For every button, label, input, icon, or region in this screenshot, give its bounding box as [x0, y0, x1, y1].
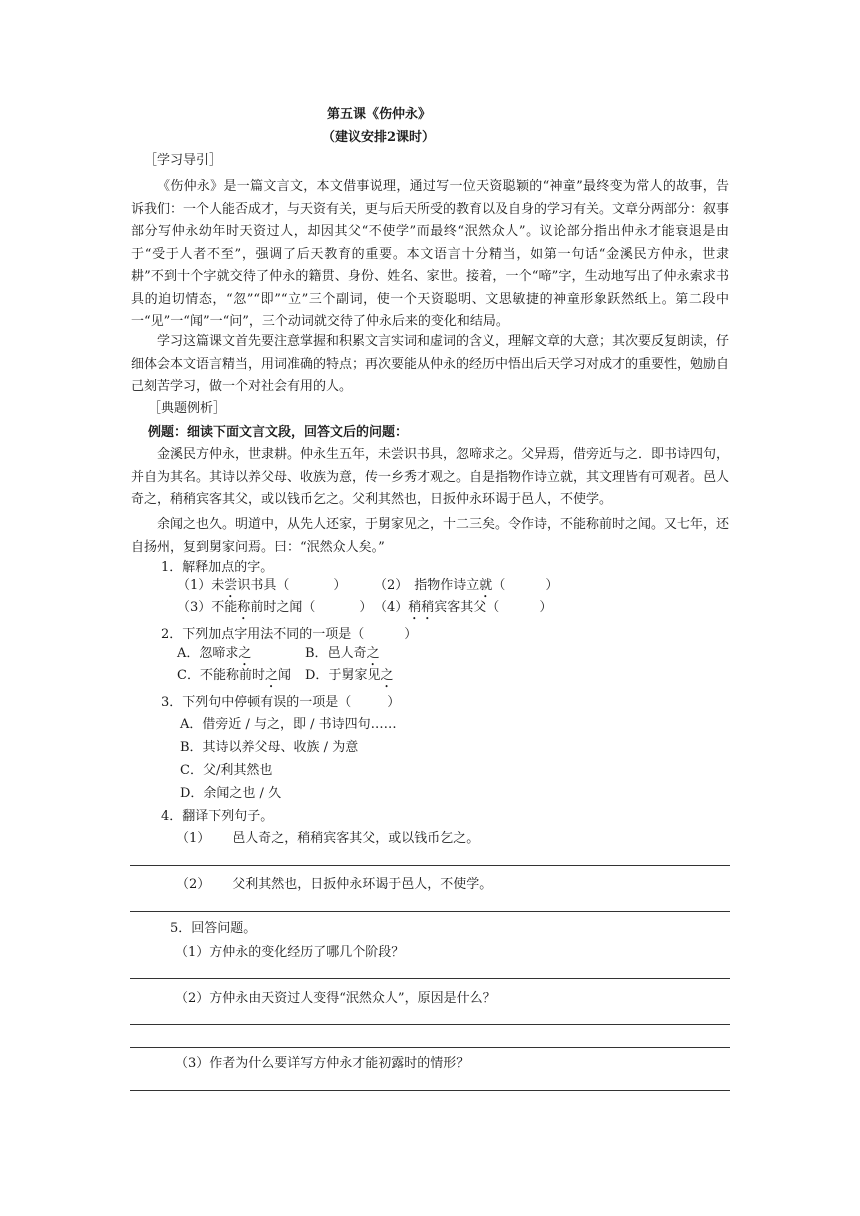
dotted-char: 之 [380, 668, 394, 683]
example-prompt: 例题：细读下面文言文段，回答文后的问题： [148, 425, 409, 440]
q3-option-b: B．其诗以养父母、收族 / 为意 [180, 740, 359, 755]
dotted-char: 之 [366, 646, 380, 661]
passage-paragraph-2: 余闻之也久。明道中，从先人还家，于舅家见之，十二三矣。令作诗，不能称前时之闻。又七年，还自扬州，复到舅家问焉。曰：“泯然众人矣。” [131, 517, 730, 555]
q3-option-c: C．父/利其然也 [180, 763, 273, 778]
dotted-char: 称 [237, 600, 251, 615]
question-3-stem: 3．下列句中停顿有误的一项是（ ） [161, 695, 401, 710]
q3-option-d: D．余闻之也 / 久 [180, 786, 282, 801]
dotted-char: 尝 [224, 578, 238, 593]
section-heading-guide: ［学习导引］ [144, 153, 223, 168]
q4-item-1: （1） 邑人奇之，稍稍宾客其父，或以钱币乞之。 [176, 831, 480, 846]
page-subtitle: （建议安排2课时） [322, 130, 436, 145]
question-5-stem: 5．回答问题。 [170, 921, 257, 936]
q1-item-1: （1）未尝识书具（ ） [177, 578, 347, 593]
q5-item-2: （2）方仲永由天资过人变得“泯然众人”，原因是什么？ [175, 991, 496, 1006]
q2-option-a: A．忽啼求之 [177, 646, 252, 661]
passage-paragraph-1: 金溪民方仲永，世隶耕。仲永生五年，未尝识书具，忽啼求之。父异焉，借旁近与之．即书诗四句，并自为其名。其诗以养父母、收族为意，传一乡秀才观之。自是指物作诗立就，其文理皆有可观者。邑人奇之，稍稍宾客其父，或以钱币乞之。父利其然也，日扳仲永环谒于邑人，不使学。 [131, 447, 730, 507]
answer-line[interactable] [130, 911, 730, 912]
question-2-stem: 2．下列加点字用法不同的一项是（ ） [161, 627, 418, 642]
q2-option-b: B．邑人奇之 [305, 646, 380, 661]
q1-item-3: （3）不能称前时之闻（ ） [177, 600, 373, 615]
answer-line[interactable] [130, 865, 730, 866]
q2-option-d: D．于舅家见之 [305, 668, 394, 683]
guide-paragraph-1: 《伤仲永》是一篇文言文，本文借事说理，通过写一位天资聪颖的“神童”最终变为常人的故事，告诉我们：一个人能否成才，与天资有关，更与后天所受的教育以及自身的学习有关。文章分两部分：叙事部分写仲永幼年时天资过人，却因其父“不使学”而最终“泯然众人”。议论部分指出仲永才能衰退是由于“受于人者不至”，强调了后天教育的重要。本文语言十分精当，如第一句话“金溪民方仲永，世隶耕”不到十个字就交待了仲永的籍贯、身份、姓名、家世。接着，一个“啼”字，生动地写出了仲永索求书具的迫切情态，“忽”“即”“立”三个副词，使一个天资聪明、文思敏捷的神童形象跃然纸上。第二段中一“见”一“闻”一“问”，三个动词就交待了仲永后来的变化和结局。 [131, 179, 730, 329]
section-heading-example: ［典题例析］ [148, 401, 227, 416]
q3-option-a: A．借旁近 / 与之，即 / 书诗四句…… [180, 717, 397, 732]
answer-line[interactable] [130, 1090, 730, 1091]
dotted-char: 稍稍 [408, 600, 435, 615]
dotted-char: 之 [264, 668, 278, 683]
answer-line[interactable] [130, 1024, 730, 1025]
question-1-stem: 1．解释加点的字。 [161, 560, 274, 575]
q1-item-4: （4）稍稍宾客其父（ ） [374, 600, 553, 615]
answer-line[interactable] [130, 978, 730, 979]
guide-paragraph-2: 学习这篇课文首先要注意掌握和积累文言实词和虚词的含义，理解文章的大意；其次要反复朗读，仔细体会本文语言精当，用词准确的特点；再次要能从仲永的经历中悟出后天学习对成才的重要性，勉励自己刻苦学习，做一个对社会有用的人。 [131, 334, 730, 394]
dotted-char: 就 [479, 578, 493, 593]
q2-option-c: C．不能称前时之闻 [177, 668, 291, 683]
page-title: 第五课《伤仲永》 [327, 107, 432, 122]
q5-item-1: （1）方仲永的变化经历了哪几个阶段？ [175, 945, 405, 960]
question-4-stem: 4．翻译下列句子。 [161, 809, 274, 824]
answer-line[interactable] [130, 1047, 730, 1048]
dotted-char: 之 [238, 646, 252, 661]
q4-item-2: （2） 父利其然也，日扳仲永环谒于邑人，不使学。 [176, 877, 493, 892]
q5-item-3: （3）作者为什么要详写方仲永才能初露时的情形？ [175, 1056, 470, 1071]
q1-item-2: （2） 指物作诗立就（ ） [374, 578, 559, 593]
